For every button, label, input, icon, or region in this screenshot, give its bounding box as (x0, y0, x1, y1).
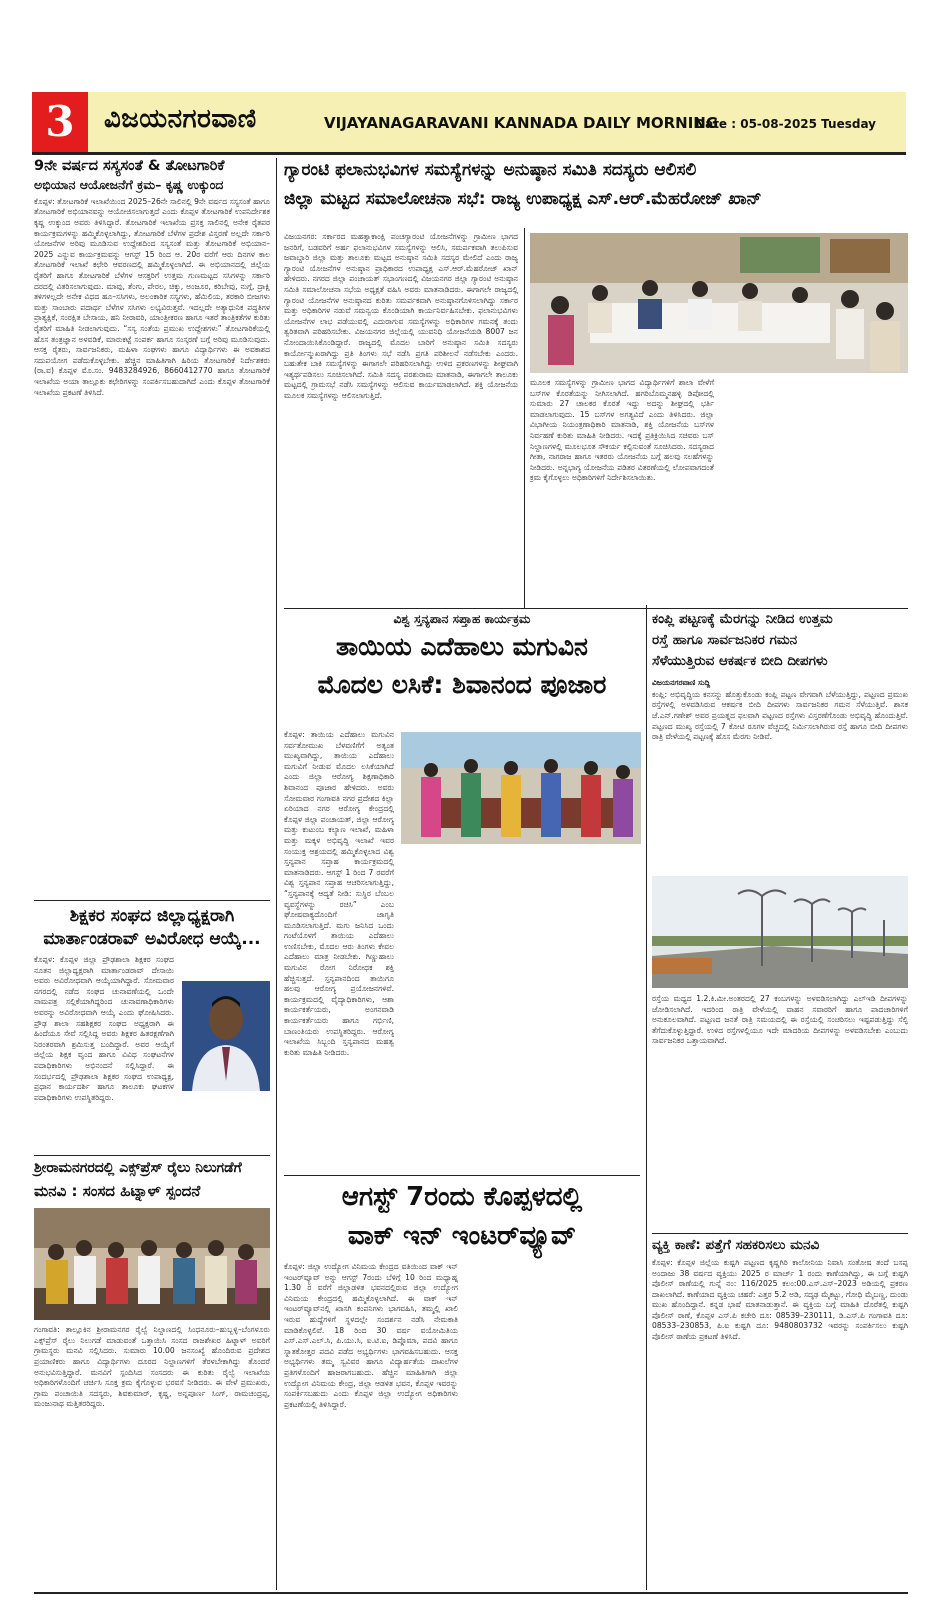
headline: 9ನೇ ವರ್ಷದ ಸಸ್ಯಸಂತೆ & ತೋಟಗಾರಿಕೆ (34, 158, 225, 174)
article-body: ಮೂಲಕ ಸಮಸ್ಯೆಗಳನ್ನು ಗ್ರಾಮೀಣ ಭಾಗದ ವಿದ್ಯಾರ್ಥಿಗಳಿಗೆ ಶಾಲಾ ವೇಳೆಗೆ ಬಸ್‌ಗಳ ಕೊರತೆಯನ್ನು ನೀಗಿಸಲಾಗಿದೆ. ಹಗರಿಬೊಮ್ಮನಹಳ್ಳಿ ಡಿಪೋದಲ್ಲಿ ಸುಮಾರು 27 ಚಾಲಕರ ಕೊರತೆ ಇದ್ದು ಅದನ್ನು ಶೀಘ್ರದಲ್ಲಿ ಭರ್ತಿ ಮಾಡಲಾಗುವುದು. 15 ಬಸ್‌ಗಳ ಅಗತ್ಯವಿದೆ ಎಂದು ತಿಳಿಸಿದರು. ಜಿಲ್ಲಾ ವಿಭಾಗೀಯ ನಿಯಂತ್ರಣಾಧಿಕಾರಿ ಮಾತನಾಡಿ, ಶಕ್ತಿ ಯೋಜನೆಯ ಬಸ್‌ಗಳ ನಿರ್ವಹಣೆ ಕುರಿತು ಮಾಹಿತಿ ನೀಡಿದರು. ಇದಕ್ಕೆ ಪ್ರತಿಕ್ರಿಯಿಸಿದ ಸಚಿವರು ಬಸ್ ನಿಲ್ದಾಣಗಳಲ್ಲಿ ಮೂಲಭೂತ ಸೌಕರ್ಯ ಕಲ್ಪಿಸುವಂತೆ ಸೂಚಿಸಿದರು. ಸದಸ್ಯರಾದ ಗೀತಾ, ನಾಗರಾಜ ಹಾಗೂ ಇತರರು ಯೋಜನೆಯ ಬಗ್ಗೆ ಹಲವು ಸಲಹೆಗಳನ್ನು ನೀಡಿದರು. ಅನ್ನಭಾಗ್ಯ ಯೋಜನೆಯ ಪಡಿತರ ವಿತರಣೆಯಲ್ಲಿ ಲೋಪವಾಗದಂತೆ ಕ್ರಮ ಕೈಗೊಳ್ಳಲು ಅಧಿಕಾರಿಗಳಿಗೆ ನಿರ್ದೇಶಿಸಲಾಯಿತು. (530, 378, 714, 483)
headline: ಮಾರ್ತಾಂಡರಾವ್ ಅವಿರೋಧ ಆಯ್ಕೆ... (43, 929, 261, 950)
article-body-continued: ರಸ್ತೆಯ ಮಧ್ಯದ 1.2.ಕಿ.ಮೀ.ಅಂತರದಲ್ಲಿ 27 ಕಂಬಗಳನ್ನು ಅಳವಡಿಸಲಾಗಿದ್ದು ಎಲ್ಇಡಿ ದೀಪಗಳನ್ನು ಜೋಡಿಸಲಾಗಿದೆ. ಇದರಿಂದ ರಾತ್ರಿ ವೇಳೆಯಲ್ಲಿ ವಾಹನ ಸವಾರರಿಗೆ ಹಾಗೂ ಪಾದಚಾರಿಗಳಿಗೆ ಅನುಕೂಲವಾಗಿದೆ. ಪಟ್ಟಣದ ಜನತೆ ರಾತ್ರಿ ಸಮಯದಲ್ಲಿ ಈ ರಸ್ತೆಯಲ್ಲಿ ಸಂಚರಿಸಲು ಇಷ್ಟಪಡುತ್ತಿದ್ದು ಸೆಲ್ಫಿ ತೆಗೆದುಕೊಳ್ಳುತ್ತಿದ್ದಾರೆ. ಉಳಿದ ರಸ್ತೆಗಳಲ್ಲಿಯೂ ಇದೇ ಮಾದರಿಯ ದೀಪಗಳನ್ನು ಅಳವಡಿಸಬೇಕು ಎಂಬುದು ಸಾರ್ವಜನಿಕರ ಒತ್ತಾಯವಾಗಿದೆ. (652, 994, 908, 1046)
street-lights-photo (652, 876, 908, 988)
headline: ಅಭಿಯಾನ ಆಯೋಜನೆಗೆ ಕ್ರಮ– ಕೃಷ್ಣ ಉಕ್ಕುಂದ (34, 177, 224, 193)
section-rule (284, 1175, 640, 1176)
article-guarantee (284, 160, 908, 209)
headline: ಸೆಳೆಯುತ್ತಿರುವ ಆಕರ್ಷಕ ಬೀದಿ ದೀಪಗಳು (652, 652, 828, 669)
headline: ಮೊದಲ ಲಸಿಕೆ: ಶಿವಾನಂದ ಪೂಜಾರ (317, 669, 607, 699)
event-photo (401, 732, 641, 844)
meeting-photo (530, 233, 908, 373)
article-body: ಕೊಪ್ಪಳ: ತಾಯಿಯ ಎದೆಹಾಲು ಮಗುವಿನ ಸರ್ವತೋಮುಖ ಬೆಳವಣಿಗೆಗೆ ಅತ್ಯಂತ ಮುಖ್ಯವಾಗಿದ್ದು, ತಾಯಿಯ ಎದೆಹಾಲು ಮಗುವಿಗೆ ನೀಡುವ ಮೊದಲ ಲಸಿಕೆಯಾಗಿದೆ ಎಂದು ಜಿಲ್ಲಾ ಆರೋಗ್ಯ ಶಿಕ್ಷಣಾಧಿಕಾರಿ ಶಿವಾನಂದ ಪೂಜಾರ ಹೇಳಿದರು. ಅವರು ಸೋಮವಾರ ಗಂಗಾವತಿ ನಗರ ಪ್ರದೇಶದ ಕಿಲ್ಲಾ ಏರಿಯಾದ ನಗರ ಆರೋಗ್ಯ ಕೇಂದ್ರದಲ್ಲಿ ಕೊಪ್ಪಳ ಜಿಲ್ಲಾ ಪಂಚಾಯತ್, ಜಿಲ್ಲಾ ಆರೋಗ್ಯ ಮತ್ತು ಕುಟುಂಬ ಕಲ್ಯಾಣ ಇಲಾಖೆ, ಮಹಿಳಾ ಮತ್ತು ಮಕ್ಕಳ ಅಭಿವೃದ್ಧಿ ಇಲಾಖೆ ಇವರ ಸಂಯುಕ್ತ ಆಶ್ರಯದಲ್ಲಿ ಹಮ್ಮಿಕೊಳ್ಳಲಾದ ವಿಶ್ವ ಸ್ತನ್ಯಪಾನ ಸಪ್ತಾಹ ಕಾರ್ಯಕ್ರಮದಲ್ಲಿ ಮಾತನಾಡಿದರು. ಆಗಸ್ಟ್ 1 ರಿಂದ 7 ರವರೆಗೆ ವಿಶ್ವ ಸ್ತನ್ಯಪಾನ ಸಪ್ತಾಹ ಆಚರಿಸಲಾಗುತ್ತಿದ್ದು, “ಸ್ತನ್ಯಪಾನಕ್ಕೆ ಆದ್ಯತೆ ನೀಡಿ: ಸುಸ್ಥಿರ ಬೆಂಬಲ ವ್ಯವಸ್ಥೆಗಳನ್ನು ರಚಿಸಿ” ಎಂಬ ಘೋಷವಾಕ್ಯದೊಂದಿಗೆ ಜಾಗೃತಿ ಮೂಡಿಸಲಾಗುತ್ತಿದೆ. ಮಗು ಜನಿಸಿದ ಒಂದು ಗಂಟೆಯೊಳಗೆ ತಾಯಿಯ ಎದೆಹಾಲು ಉಣಿಸಬೇಕು, ಮೊದಲ ಆರು ತಿಂಗಳು ಕೇವಲ ಎದೆಹಾಲು ಮಾತ್ರ ನೀಡಬೇಕು. ಗಿಣ್ಣುಹಾಲು ಮಗುವಿನ ರೋಗ ನಿರೋಧಕ ಶಕ್ತಿ ಹೆಚ್ಚಿಸುತ್ತದೆ. ಸ್ತನ್ಯಪಾನದಿಂದ ತಾಯಿಗೂ ಹಲವು ಆರೋಗ್ಯ ಪ್ರಯೋಜನಗಳಿವೆ. ಕಾರ್ಯಕ್ರಮದಲ್ಲಿ ವೈದ್ಯಾಧಿಕಾರಿಗಳು, ಆಶಾ ಕಾರ್ಯಕರ್ತೆಯರು, ಅಂಗನವಾಡಿ ಕಾರ್ಯಕರ್ತೆಯರು ಹಾಗೂ ಗರ್ಭಿಣಿ, ಬಾಣಂತಿಯರು ಉಪಸ್ಥಿತರಿದ್ದರು. ಆರೋಗ್ಯ ಇಲಾಖೆಯ ಸಿಬ್ಬಂದಿ ಸ್ತನ್ಯಪಾನದ ಮಹತ್ವ ಕುರಿತು ಮಾಹಿತಿ ನೀಡಿದರು. (284, 730, 394, 1057)
article-body-continued (466, 1262, 640, 1584)
newspaper-name-kannada: ವಿಜಯನಗರವಾಣಿ (104, 104, 257, 134)
column-rule (524, 228, 525, 608)
newspaper-name-english: VIJAYANAGARAVANI KANNADA DAILY MORNING (324, 114, 719, 132)
article-body-continued (466, 850, 640, 1170)
headline: ವ್ಯಕ್ತಿ ಕಾಣೆ: ಪತ್ತೆಗೆ ಸಹಕರಿಸಲು ಮನವಿ (652, 1237, 820, 1253)
article-body: ಕೊಪ್ಪಳ: ಕೊಪ್ಪಳ ಜಿಲ್ಲೆಯ ಕುಷ್ಟಗಿ ಪಟ್ಟಣದ ಕೃಷ್ಣಗಿರಿ ಕಾಲೋನಿಯ ನಿವಾಸಿ ಸಂತೋಷ ತಂದೆ ಬಸಪ್ಪ ಅಂದಾಜು 38 ವರ್ಷದ ವ್ಯಕ್ತಿಯು 2025 ರ ಮಾರ್ಚ್ 1 ರಂದು ಕಾಣೆಯಾಗಿದ್ದು, ಈ ಬಗ್ಗೆ ಕುಷ್ಟಗಿ ಪೊಲೀಸ್ ಠಾಣೆಯಲ್ಲಿ ಗುನ್ನೆ ನಂ: 116/2025 ಕಲಂ:00.ಎಸ್.ಎಸ್–2023 ಅಡಿಯಲ್ಲಿ ಪ್ರಕರಣ ದಾಖಲಾಗಿದೆ. ಕಾಣೆಯಾದ ವ್ಯಕ್ತಿಯ ಚಹರೆ: ಎತ್ತರ 5.2 ಅಡಿ, ಸದೃಢ ಮೈಕಟ್ಟು, ಗೋಧಿ ಮೈಬಣ್ಣ, ದುಂಡು ಮುಖ ಹೊಂದಿದ್ದಾನೆ. ಕನ್ನಡ ಭಾಷೆ ಮಾತನಾಡುತ್ತಾನೆ. ಈ ವ್ಯಕ್ತಿಯ ಬಗ್ಗೆ ಮಾಹಿತಿ ದೊರೆತಲ್ಲಿ ಕುಷ್ಟಗಿ ಪೊಲೀಸ್ ಠಾಣೆ, ಕೊಪ್ಪಳ ಎಸ್.ಪಿ ಕಚೇರಿ ದೂ: 08539–230111, ಡಿ.ಎಸ್.ಪಿ ಗಂಗಾವತಿ ದೂ: 08533–230853, ಪಿ.ಐ ಕುಷ್ಟಗಿ ದೂ: 9480803732 ಇವರನ್ನು ಸಂಪರ್ಕಿಸಲು ಕುಷ್ಟಗಿ ಪೊಲೀಸ್ ಠಾಣೆಯ ಪ್ರಕಟಣೆ ತಿಳಿಸಿದೆ. (652, 1257, 908, 1342)
headline: ವಾಕ್ ಇನ್ ಇಂಟರ್‌ವ್ಯೂವ್ (347, 1220, 577, 1251)
article-breastfeeding (284, 612, 640, 699)
article-body: ಕೊಪ್ಪಳ: ಜಿಲ್ಲಾ ಉದ್ಯೋಗ ವಿನಿಮಯ ಕೇಂದ್ರದ ವತಿಯಿಂದ ವಾಕ್ ಇನ್ ಇಂಟರ್‌ವ್ಯೂವ್ ಅನ್ನು ಆಗಸ್ಟ್ 7ರಂದು ಬೆಳಿಗ್ಗೆ 10 ರಿಂದ ಮಧ್ಯಾಹ್ನ 1.30 ರ ವರೆಗೆ ಜಿಲ್ಲಾಡಳಿತ ಭವನದಲ್ಲಿರುವ ಜಿಲ್ಲಾ ಉದ್ಯೋಗ ವಿನಿಮಯ ಕೇಂದ್ರದಲ್ಲಿ ಹಮ್ಮಿಕೊಳ್ಳಲಾಗಿದೆ. ಈ ವಾಕ್ ಇನ್ ಇಂಟರ್‌ವ್ಯೂವ್‌ನಲ್ಲಿ ಖಾಸಗಿ ಕಂಪನಿಗಳು ಭಾಗವಹಿಸಿ, ತಮ್ಮಲ್ಲಿ ಖಾಲಿ ಇರುವ ಹುದ್ದೆಗಳಿಗೆ ಸ್ಥಳದಲ್ಲೇ ಸಂದರ್ಶನ ನಡೆಸಿ ನೇಮಕಾತಿ ಮಾಡಿಕೊಳ್ಳಲಿವೆ. 18 ರಿಂದ 30 ವರ್ಷ ವಯೋಮಿತಿಯ ಎಸ್.ಎಸ್.ಎಲ್.ಸಿ, ಪಿ.ಯು.ಸಿ, ಐ.ಟಿ.ಐ, ಡಿಪ್ಲೊಮಾ, ಪದವಿ ಹಾಗೂ ಸ್ನಾತಕೋತ್ತರ ಪದವಿ ಪಡೆದ ಅಭ್ಯರ್ಥಿಗಳು ಭಾಗವಹಿಸಬಹುದು. ಆಸಕ್ತ ಅಭ್ಯರ್ಥಿಗಳು ತಮ್ಮ ಸ್ವವಿವರ ಹಾಗೂ ವಿದ್ಯಾರ್ಹತೆಯ ದಾಖಲೆಗಳ ಪ್ರತಿಗಳೊಂದಿಗೆ ಹಾಜರಾಗಬಹುದು. ಹೆಚ್ಚಿನ ಮಾಹಿತಿಗಾಗಿ ಜಿಲ್ಲಾ ಉದ್ಯೋಗ ವಿನಿಮಯ ಕೇಂದ್ರ, ಜಿಲ್ಲಾ ಆಡಳಿತ ಭವನ, ಕೊಪ್ಪಳ ಇವರನ್ನು ಸಂಪರ್ಕಿಸಬಹುದು ಎಂದು ಕೊಪ್ಪಳ ಜಿಲ್ಲಾ ಉದ್ಯೋಗ ಅಧಿಕಾರಿಗಳು ಪ್ರಕಟಣೆಯಲ್ಲಿ ತಿಳಿಸಿದ್ದಾರೆ. (284, 1262, 458, 1409)
headline: ಶಿಕ್ಷಕರ ಸಂಘದ ಜಿಲ್ಲಾಧ್ಯಕ್ಷರಾಗಿ (69, 906, 235, 926)
byline: ವಿಜಯನಗರವಾಣಿ ಸುದ್ದಿ (652, 677, 711, 687)
article-streetlights (652, 612, 908, 840)
headline: ಮನವಿ : ಸಂಸದ ಹಿಟ್ನಾಳ್ ಸ್ಪಂದನೆ (34, 1181, 201, 1200)
page-bottom-rule (34, 1592, 908, 1594)
article-body-continued (284, 850, 458, 1170)
page-number: 3 (32, 92, 88, 152)
section-rule (34, 1155, 270, 1156)
article-body: ಕೊಪ್ಪಳ: ಕೊಪ್ಪಳ ಜಿಲ್ಲಾ ಪ್ರೌಢಶಾಲಾ ಶಿಕ್ಷಕರ ಸಂಘದ ನೂತನ ಜಿಲ್ಲಾಧ್ಯಕ್ಷರಾಗಿ ಮಾರ್ತಾಂಡರಾವ್ ದೇಸಾಯಿ ಅವರು ಅವಿರೋಧವಾಗಿ ಆಯ್ಕೆಯಾಗಿದ್ದಾರೆ. ಸೋಮವಾರ ನಗರದಲ್ಲಿ ನಡೆದ ಸಂಘದ ಚುನಾವಣೆಯಲ್ಲಿ ಒಂದೇ ನಾಮಪತ್ರ ಸಲ್ಲಿಕೆಯಾಗಿದ್ದರಿಂದ ಚುನಾವಣಾಧಿಕಾರಿಗಳು ಅವರನ್ನು ಅವಿರೋಧವಾಗಿ ಆಯ್ಕೆ ಎಂದು ಘೋಷಿಸಿದರು. ಪ್ರೌಢ ಶಾಲಾ ಸಹಶಿಕ್ಷಕರ ಸಂಘದ ಅಧ್ಯಕ್ಷರಾಗಿ ಈ ಹಿಂದೆಯೂ ಸೇವೆ ಸಲ್ಲಿಸಿದ್ದ ಅವರು ಶಿಕ್ಷಕರ ಹಿತರಕ್ಷಣೆಗಾಗಿ ನಿರಂತರವಾಗಿ ಶ್ರಮಿಸುತ್ತ ಬಂದಿದ್ದಾರೆ. ಅವರ ಆಯ್ಕೆಗೆ ಜಿಲ್ಲೆಯ ಶಿಕ್ಷಕ ವೃಂದ ಹಾಗೂ ವಿವಿಧ ಸಂಘಟನೆಗಳ ಪದಾಧಿಕಾರಿಗಳು ಅಭಿನಂದನೆ ಸಲ್ಲಿಸಿದ್ದಾರೆ. ಈ ಸಂದರ್ಭದಲ್ಲಿ ಪ್ರೌಢಶಾಲಾ ಶಿಕ್ಷಕರ ಸಂಘದ ಉಪಾಧ್ಯಕ್ಷ, ಪ್ರಧಾನ ಕಾರ್ಯದರ್ಶಿ ಹಾಗೂ ತಾಲೂಕು ಘಟಕಗಳ ಪದಾಧಿಕಾರಿಗಳು ಉಪಸ್ಥಿತರಿದ್ದರು. (34, 955, 174, 1102)
masthead (32, 92, 906, 155)
article-interview (284, 1182, 640, 1251)
section-rule (652, 1233, 908, 1234)
article-body: ಕೊಪ್ಪಳ: ತೋಟಗಾರಿಕೆ ಇಲಾಖೆಯಿಂದ 2025–26ನೇ ಸಾಲಿನಲ್ಲಿ 9ನೇ ವರ್ಷದ ಸಸ್ಯಸಂತೆ ಹಾಗೂ ತೋಟಗಾರಿಕೆ ಅಭಿಯಾನವನ್ನು ಆಯೋಜಿಸಲಾಗುತ್ತದೆ ಎಂದು ಕೊಪ್ಪಳ ತೋಟಗಾರಿಕೆ ಉಪನಿರ್ದೇಶಕ ಕೃಷ್ಣ ಉಕ್ಕುಂದ ಅವರು ತಿಳಿಸಿದ್ದಾರೆ. ತೋಟಗಾರಿಕೆ ಇಲಾಖೆಯ ಪ್ರಸಕ್ತ ಸಾಲಿನಲ್ಲಿ ಅನೇಕ ರೈತಪರ ಕಾರ್ಯಕ್ರಮಗಳನ್ನು ಹಮ್ಮಿಕೊಳ್ಳಲಾಗಿದ್ದು, ತೋಟಗಾರಿಕೆ ಬೆಳೆಗಳ ಪ್ರದೇಶ ವಿಸ್ತರಣೆ ಅಲ್ಲದೇ ಸರ್ಕಾರಿ ಯೋಜನೆಗಳ ಅರಿವು ಮೂಡಿಸುವ ಉದ್ದೇಶದಿಂದ ಸಸ್ಯಸಂತೆ ಮತ್ತು ತೋಟಗಾರಿಕೆ ಅಭಿಯಾನ–2025 ಎನ್ನುವ ಕಾರ್ಯಕ್ರಮವನ್ನು ಆಗಸ್ಟ್ 15 ರಿಂದ ಆ. 20ರ ವರೆಗೆ ಆರು ದಿನಗಳ ಕಾಲ ತೋಟಗಾರಿಕೆ ಇಲಾಖೆ ಕಛೇರಿ ಆವರಣದಲ್ಲಿ ಹಮ್ಮಿಕೊಳ್ಳಲಾಗಿದೆ. ಈ ಅಭಿಯಾನದಲ್ಲಿ ಜಿಲ್ಲೆಯ ರೈತರಿಗೆ ಹಾಗೂ ತೋಟಗಾರಿಕೆ ಬೆಳೆಗಳ ಆಸಕ್ತರಿಗೆ ಉತ್ತಮ ಗುಣಮಟ್ಟದ ಸಸಿಗಳನ್ನು ಸರ್ಕಾರಿ ದರದಲ್ಲಿ ವಿತರಿಸಲಾಗುವುದು. ಮಾವು, ತೆಂಗು, ಪೇರಲ, ಚಿಕ್ಕು, ಅಂಜೂರ, ಕರಿಬೇವು, ನುಗ್ಗೆ, ದ್ರಾಕ್ಷಿ ತಳಿಗಳಲ್ಲದೇ ಅನೇಕ ವಿಧದ ಹೂ–ಸಸಿಗಳು, ಅಲಂಕಾರಿಕ ಸಸ್ಯಗಳು, ಹೆಮಿಲಿಯ, ತರಕಾರಿ ಬೀಜಗಳು ಮತ್ತು ಸಾಂಬಾರು ಪದಾರ್ಥ ಬೆಳೆಗಳ ಸಸಿಗಳು ಲಭ್ಯವಿರುತ್ತವೆ. ಇದಲ್ಲದೇ ಅತ್ಯಾಧುನಿಕ ಪದ್ಧತಿಗಳ ಪ್ರಾತ್ಯಕ್ಷಿಕೆ, ಸಂರಕ್ಷಿತ ಬೇಸಾಯ, ಹನಿ ನೀರಾವರಿ, ಯಾಂತ್ರೀಕರಣ ಹಾಗೂ ಇತರೆ ತಾಂತ್ರಿಕತೆಗಳ ಕುರಿತು ರೈತರಿಗೆ ಮಾಹಿತಿ ನೀಡಲಾಗುವುದು. “ಸಸ್ಯ ಸಂತೆಯ ಪ್ರಮುಖ ಉದ್ದೇಶಗಳು” ತೋಟಗಾರಿಕೆಯಲ್ಲಿ ಹೊಸ ತಂತ್ರಜ್ಞಾನ ಅಳವಡಿಕೆ, ಮಾರುಕಟ್ಟೆ ಸಂಪರ್ಕ ಹಾಗೂ ಸಂಸ್ಕರಣೆ ಬಗ್ಗೆ ಅರಿವು ಮೂಡಿಸುವುದು. ಆಸಕ್ತ ರೈತರು, ಸಾರ್ವಜನಿಕರು, ಮಹಿಳಾ ಸಂಘಗಳು ಹಾಗೂ ವಿದ್ಯಾರ್ಥಿಗಳು ಈ ಅವಕಾಶದ ಸದುಪಯೋಗ ಪಡೆದುಕೊಳ್ಳಬೇಕು. ಹೆಚ್ಚಿನ ಮಾಹಿತಿಗಾಗಿ ಹಿರಿಯ ತೋಟಗಾರಿಕೆ ನಿರ್ದೇಶಕರು (ರಾ.ವ) ಕೊಪ್ಪಳ ಮೊ.ಸಂ. 9483284926, 8660412770 ಹಾಗೂ ತೋಟಗಾರಿಕೆ ಇಲಾಖೆಯ ಅಯಾ ತಾಲ್ಲೂಕು ಕಛೇರಿಗಳನ್ನು ಸಂಪರ್ಕಿಸಬಹುದಾಗಿದೆ ಎಂದು ಕೊಪ್ಪಳ ತೋಟಗಾರಿಕೆ ಇಲಾಖೆಯ ಪ್ರಕಟಣೆ ತಿಳಿಸಿದೆ. (34, 196, 270, 397)
headline: ಆಗಸ್ಟ್ 7ರಂದು ಕೊಪ್ಪಳದಲ್ಲಿ (341, 1182, 583, 1212)
article-body: ಗಂಗಾವತಿ: ತಾಲ್ಲೂಕಿನ ಶ್ರೀರಾಮನಗರ ರೈಲ್ವೆ ನಿಲ್ದಾಣದಲ್ಲಿ ಸಿಂಧನೂರು–ಹುಬ್ಬಳ್ಳಿ–ಬೆಂಗಳೂರು ಎಕ್ಸ್‌ಪ್ರೆಸ್ ರೈಲು ನಿಲುಗಡೆ ಮಾಡುವಂತೆ ಒತ್ತಾಯಿಸಿ ಸಂಸದ ರಾಜಶೇಖರ ಹಿಟ್ನಾಳ್ ಅವರಿಗೆ ಗ್ರಾಮಸ್ಥರು ಮನವಿ ಸಲ್ಲಿಸಿದರು. ಸುಮಾರು 10.00 ಜನಸಂಖ್ಯೆ ಹೊಂದಿರುವ ಪ್ರದೇಶದ ಪ್ರಯಾಣಿಕರು ಹಾಗೂ ವಿದ್ಯಾರ್ಥಿಗಳು ದೂರದ ನಿಲ್ದಾಣಗಳಿಗೆ ತೆರಳಬೇಕಾಗಿದ್ದು ತೊಂದರೆ ಅನುಭವಿಸುತ್ತಿದ್ದಾರೆ. ಮನವಿಗೆ ಸ್ಪಂದಿಸಿದ ಸಂಸದರು ಈ ಕುರಿತು ರೈಲ್ವೆ ಇಲಾಖೆಯ ಅಧಿಕಾರಿಗಳೊಂದಿಗೆ ಚರ್ಚಿಸಿ ಸೂಕ್ತ ಕ್ರಮ ಕೈಗೊಳ್ಳುವ ಭರವಸೆ ನೀಡಿದರು. ಈ ವೇಳೆ ಪ್ರಮುಖರು, ಗ್ರಾಮ ಪಂಚಾಯಿತಿ ಸದಸ್ಯರು, ಶಿವಕುಮಾರ್, ಕೃಷ್ಣ, ಅನ್ನಪೂರ್ಣ ಸಿಂಗ್, ರಾಮಚಂದ್ರಪ್ಪ, ಮಂಜುನಾಥ ಮತ್ತಿತರರಿದ್ದರು. (34, 1325, 270, 1409)
headline: ಜಿಲ್ಲಾ ಮಟ್ಟದ ಸಮಾಲೋಚನಾ ಸಭೆ: ರಾಜ್ಯ ಉಪಾಧ್ಯಕ್ಷ ಎಸ್.ಆರ್.ಮೆಹರೋಜ್ ಖಾನ್ (284, 189, 762, 210)
headline: ಕಂಪ್ಲಿ ಪಟ್ಟಣಕ್ಕೆ ಮೆರಗನ್ನು ನೀಡಿದ ಉತ್ತಮ (652, 611, 833, 627)
article-body: ವಿಜಯನಗರ: ಸರ್ಕಾರದ ಮಹತ್ವಾಕಾಂಕ್ಷಿ ಪಂಚಗ್ಯಾರಂಟಿ ಯೋಜನೆಗಳನ್ನು ಗ್ರಾಮೀಣ ಭಾಗದ ಜನರಿಗೆ, ಬಡವರಿಗೆ ಅರ್ಹ ಫಲಾನುಭವಿಗಳ ಸಮಸ್ಯೆಗಳನ್ನು ಆಲಿಸಿ, ಸಮರ್ಪಕವಾಗಿ ತಲುಪಿಸುವ ಜವಾಬ್ದಾರಿ ಜಿಲ್ಲಾ ಮತ್ತು ತಾಲೂಕು ಮಟ್ಟದ ಅನುಷ್ಠಾನ ಸಮಿತಿ ಸದಸ್ಯರ ಮೇಲಿದೆ ಎಂದು ರಾಜ್ಯ ಗ್ಯಾರಂಟಿ ಯೋಜನೆಗಳ ಅನುಷ್ಠಾನ ಪ್ರಾಧಿಕಾರದ ಉಪಾಧ್ಯಕ್ಷ ಎಸ್.ಆರ್.ಮೆಹರೋಜ್ ಖಾನ್ ಹೇಳಿದರು. ನಗರದ ಜಿಲ್ಲಾ ಪಂಚಾಯತ್ ಸಭಾಂಗಣದಲ್ಲಿ ವಿಜಯನಗರ ಜಿಲ್ಲಾ ಗ್ಯಾರಂಟಿ ಅನುಷ್ಠಾನ ಸಮಿತಿ ಸಮಾಲೋಚನಾ ಸಭೆಯ ಅಧ್ಯಕ್ಷತೆ ವಹಿಸಿ ಅವರು ಮಾತನಾಡಿದರು. ಈಗಾಗಲೇ ರಾಜ್ಯದಲ್ಲಿ ಗ್ಯಾರಂಟಿ ಯೋಜನೆಗಳ ಅನುಷ್ಠಾನದ ಕುರಿತು ಸಮರ್ಪಕವಾಗಿ ಅನುಷ್ಠಾನಗೊಳಿಸಲಾಗಿದ್ದು ಸರ್ಕಾರ ಮತ್ತು ಅಧಿಕಾರಿಗಳ ನಡುವೆ ಸಮನ್ವಯ ಕೊಂಡಿಯಾಗಿ ಕಾರ್ಯನಿರ್ವಹಿಸಬೇಕು. ಫಲಾನುಭವಿಗಳು ಯೋಜನೆಗಳ ಲಾಭ ಪಡೆಯುವಲ್ಲಿ ಎದುರಾಗುವ ಸಮಸ್ಯೆಗಳನ್ನು ಅಧಿಕಾರಿಗಳ ಗಮನಕ್ಕೆ ತಂದು ತ್ವರಿತವಾಗಿ ಪರಿಹರಿಸಬೇಕು. ವಿಜಯನಗರ ಜಿಲ್ಲೆಯಲ್ಲಿ ಯುವನಿಧಿ ಯೋಜನೆಯಡಿ 8007 ಜನ ನೋಂದಾಯಿಸಿಕೊಂಡಿದ್ದಾರೆ. ರಾಜ್ಯದಲ್ಲಿ ಮೊದಲ ಬಾರಿಗೆ ಅನುಷ್ಠಾನ ಸಮಿತಿ ಸದಸ್ಯರು ಕಾರ್ಯೋನ್ಮುಖರಾಗಿದ್ದು ಪ್ರತಿ ತಿಂಗಳು ಸಭೆ ನಡೆಸಿ ಪ್ರಗತಿ ಪರಿಶೀಲನೆ ನಡೆಸಬೇಕು ಎಂದರು. ಬಹುತೇಕ ಬಾಕಿ ಸಮಸ್ಯೆಗಳನ್ನು ಈಗಾಗಲೇ ಪರಿಹರಿಸಲಾಗಿದ್ದು ಉಳಿದ ಪ್ರಕರಣಗಳನ್ನು ಶೀಘ್ರವಾಗಿ ಇತ್ಯರ್ಥಪಡಿಸಲು ಸೂಚಿಸಲಾಗಿದೆ. ಸಮಿತಿ ಸದಸ್ಯ ಪರಶುರಾಮ ಮಾತನಾಡಿ, ಈಗಾಗಲೇ ತಾಲೂಕು ಮಟ್ಟದಲ್ಲಿ ಗ್ರಾಮಸಭೆ ನಡೆಸಿ ಸಮಸ್ಯೆಗಳನ್ನು ಆಲಿಸುವ ಕಾರ್ಯಮಾಡಲಾಗಿದೆ. ಶಕ್ತಿ ಯೋಜನೆಯ ಮೂಲಕ ಸಮಸ್ಯೆಗಳನ್ನು ಆಲಿಸಲಾಗುತ್ತಿದೆ. (284, 232, 518, 400)
article-body: ಕಂಪ್ಲಿ: ಅಭಿವೃದ್ಧಿಯ ಕನಸನ್ನು ಹೊತ್ತುಕೊಂಡು ಕಂಪ್ಲಿ ಪಟ್ಟಣ ವೇಗವಾಗಿ ಬೆಳೆಯುತ್ತಿದ್ದು, ಪಟ್ಟಣದ ಪ್ರಮುಖ ರಸ್ತೆಗಳಲ್ಲಿ ಅಳವಡಿಸಿರುವ ಆಕರ್ಷಕ ಬೀದಿ ದೀಪಗಳು ಸಾರ್ವಜನಿಕರ ಗಮನ ಸೆಳೆಯುತ್ತಿವೆ. ಶಾಸಕ ಜೆ.ಎನ್.ಗಣೇಶ್ ಅವರ ಪ್ರಯತ್ನದ ಫಲವಾಗಿ ಪಟ್ಟಣದ ರಸ್ತೆಗಳು ವಿಸ್ತರಣೆಗೊಂಡು ಅಭಿವೃದ್ಧಿ ಹೊಂದುತ್ತಿವೆ. ಪಟ್ಟಣದ ಮುಖ್ಯ ರಸ್ತೆಯಲ್ಲಿ 7 ಕೋಟಿ ರೂಗಳ ವೆಚ್ಚದಲ್ಲಿ ನಿರ್ಮಿಸಲಾಗಿರುವ ರಸ್ತೆ ಹಾಗೂ ಬೀದಿ ದೀಪಗಳು ರಾತ್ರಿ ವೇಳೆಯಲ್ಲಿ ಪಟ್ಟಣಕ್ಕೆ ಹೊಸ ಮೆರಗು ನೀಡಿವೆ. (652, 689, 908, 742)
kicker: ವಿಶ್ವ ಸ್ತನ್ಯಪಾನ ಸಪ್ತಾಹ ಕಾರ್ಯಕ್ರಮ (393, 612, 531, 626)
issue-date: Date : 05-08-2025 Tuesday (695, 117, 876, 131)
article-teachers (34, 906, 270, 1185)
rail-meeting-photo (34, 1208, 270, 1320)
article-missing-person (652, 1238, 908, 1588)
article-body-continued (722, 378, 908, 604)
portrait-photo (182, 981, 270, 1091)
headline: ಶ್ರೀರಾಮನಗರದಲ್ಲಿ ಎಕ್ಸ್‌ಪ್ರೆಸ್ ರೈಲು ನಿಲುಗಡೆಗೆ (34, 1160, 242, 1176)
column-rule (646, 605, 647, 1590)
headline: ತಾಯಿಯ ಎದೆಹಾಲು ಮಗುವಿನ (336, 632, 588, 662)
section-rule (34, 900, 270, 901)
headline: ಗ್ಯಾರಂಟಿ ಫಲಾನುಭವಿಗಳ ಸಮಸ್ಯೆಗಳನ್ನು ಅನುಷ್ಠಾನ ಸಮಿತಿ ಸದಸ್ಯರು ಆಲಿಸಲಿ (284, 160, 697, 180)
column-rule (276, 158, 277, 1590)
section-rule (284, 608, 908, 609)
headline: ರಸ್ತೆ ಹಾಗೂ ಸಾರ್ವಜನಿಕರ ಗಮನ (652, 631, 798, 648)
article-horticulture (34, 158, 270, 847)
article-rail (34, 1160, 270, 1445)
